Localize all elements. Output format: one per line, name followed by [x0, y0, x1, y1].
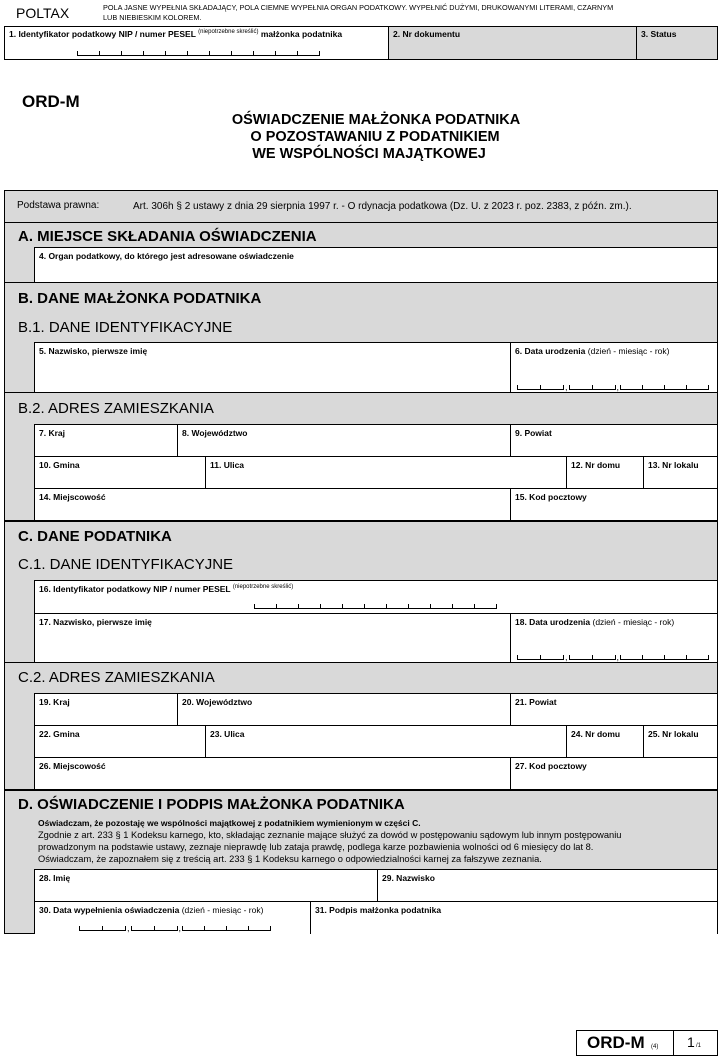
field-16-taxpayer-nip-pesel[interactable] — [34, 580, 717, 613]
field-31-label: 31. Podpis małżonka podatnika — [315, 905, 442, 915]
footer-code: ORD-M — [587, 1033, 645, 1052]
field-23-label: 23. Ulica — [210, 729, 245, 739]
field-26-city[interactable] — [34, 757, 510, 789]
field-8-voivodeship[interactable] — [177, 424, 510, 456]
field-22-label: 22. Gmina — [39, 729, 80, 739]
field-14-label: 14. Miejscowość — [39, 492, 106, 502]
footer-code-box — [577, 1031, 674, 1055]
field-16-label: 16. Identyfikator podatkowy NIP / numer PESEL — [39, 584, 231, 594]
field-2-document-number — [388, 27, 636, 59]
field-1-note: (niepotrzebne skreślić) — [198, 29, 259, 36]
field-16-comb — [254, 604, 497, 609]
form-title-line1: OŚWIADCZENIE MAŁŻONKA PODATNIKA — [231, 112, 521, 128]
field-22-commune[interactable] — [34, 725, 205, 757]
section-c1-title: C.1. DANE IDENTYFIKACYJNE — [18, 556, 234, 573]
legal-basis-text: Art. 306h § 2 ustawy z dnia 29 sierpnia 1997 r. - O rdynacja podatkowa (Dz. U. z 2023 r. poz. 2383, z późn. zm.). — [133, 201, 632, 212]
divider-b2 — [5, 392, 717, 393]
field-6-spouse-birthdate[interactable] — [510, 342, 717, 392]
field-12-label: 12. Nr domu — [571, 460, 621, 470]
form-title-line2: O POZOSTAWANIU Z PODATNIKIEM — [250, 129, 500, 145]
footer-form-id — [576, 1030, 718, 1056]
divider-c — [5, 520, 717, 522]
field-13-apartment-number[interactable] — [643, 456, 717, 488]
field-16-note: (niepotrzebne skreślić) — [232, 584, 294, 591]
field-3-label: 3. Status — [641, 29, 677, 39]
divider-d — [5, 789, 717, 791]
footer-total: /1 — [696, 1043, 702, 1049]
field-10-commune[interactable] — [34, 456, 205, 488]
field-15-postal-code[interactable] — [510, 488, 717, 520]
section-c2-title: C.2. ADRES ZAMIESZKANIA — [18, 669, 215, 686]
field-3-status — [636, 27, 717, 59]
field-1-suffix: małżonka podatnika — [260, 29, 343, 39]
field-30-date-comb: , , — [79, 925, 271, 931]
section-b2-title: B.2. ADRES ZAMIESZKANIA — [18, 400, 214, 417]
field-20-voivodeship[interactable] — [177, 693, 510, 725]
field-2-label: 2. Nr dokumentu — [393, 29, 461, 39]
form-body — [4, 190, 718, 934]
field-13-label: 13. Nr lokalu — [648, 460, 699, 470]
field-29-label: 29. Nazwisko — [382, 873, 435, 883]
form-title — [160, 112, 590, 163]
field-30-fill-date[interactable] — [34, 901, 310, 934]
field-9-county[interactable] — [510, 424, 717, 456]
field-6-label: 6. Data urodzenia — [515, 346, 586, 356]
field-26-label: 26. Miejscowość — [39, 761, 106, 771]
field-7-label: 7. Kraj — [39, 428, 65, 438]
field-25-label: 25. Nr lokalu — [648, 729, 699, 739]
field-6-date-comb: , , — [517, 384, 709, 390]
statement-bold: Oświadczam, że pozostaję we wspólności majątkowej z podatnikiem wymienionym w części C. — [38, 818, 421, 828]
field-24-house-number[interactable] — [566, 725, 643, 757]
field-6-hint: (dzień - miesiąc - rok) — [587, 346, 670, 356]
footer-version: (4) — [651, 1044, 659, 1050]
field-27-label: 27. Kod pocztowy — [515, 761, 587, 771]
section-b1-title: B.1. DANE IDENTYFIKACYJNE — [18, 319, 233, 336]
footer-page: 1 — [687, 1034, 695, 1050]
field-18-label: 18. Data urodzenia — [515, 617, 591, 627]
field-19-country[interactable] — [34, 693, 177, 725]
field-18-date-comb: , , — [517, 654, 709, 660]
field-28-label: 28. Imię — [39, 873, 71, 883]
brand-logo: POLTAX — [16, 5, 70, 21]
field-5-spouse-name[interactable] — [34, 342, 510, 392]
field-28-first-name[interactable] — [34, 869, 377, 901]
statement-line3: Oświadczam, że zapoznałem się z treścią art. 233 § 1 Kodeksu karnego o odpowiedzialności karnej za fałszywe zeznania. — [38, 854, 542, 864]
instructions-line2: LUB NIEBIESKIM KOLOREM. — [103, 13, 202, 22]
field-14-city[interactable] — [34, 488, 510, 520]
divider-c2 — [5, 662, 717, 663]
field-17-label: 17. Nazwisko, pierwsze imię — [39, 617, 152, 627]
header-fields-row — [4, 26, 718, 60]
field-24-label: 24. Nr domu — [571, 729, 621, 739]
field-17-taxpayer-name[interactable] — [34, 613, 510, 662]
field-20-label: 20. Województwo — [182, 697, 253, 707]
field-12-house-number[interactable] — [566, 456, 643, 488]
field-10-label: 10. Gmina — [39, 460, 80, 470]
section-c-title: C. DANE PODATNIKA — [18, 528, 172, 545]
legal-basis-label: Podstawa prawna: — [17, 200, 100, 211]
field-18-hint: (dzień - miesiąc - rok) — [592, 617, 675, 627]
field-9-label: 9. Powiat — [515, 428, 552, 438]
field-31-signature[interactable] — [310, 901, 717, 934]
statement-line1: Zgodnie z art. 233 § 1 Kodeksu karnego, kto, składając zeznanie mające służyć za dowód w postępowaniu sądowym lub innym postępowaniu — [38, 830, 622, 840]
form-title-line3: WE WSPÓLNOŚCI MAJĄTKOWEJ — [252, 146, 486, 162]
field-18-taxpayer-birthdate[interactable] — [510, 613, 717, 662]
field-30-label: 30. Data wypełnienia oświadczenia — [39, 905, 180, 915]
form-code: ORD-M — [22, 92, 80, 111]
field-7-country[interactable] — [34, 424, 177, 456]
legal-basis-row — [5, 191, 717, 223]
section-a-title: A. MIEJSCE SKŁADANIA OŚWIADCZENIA — [18, 228, 317, 245]
section-d-statement — [38, 817, 716, 865]
field-1-nip-pesel-spouse[interactable] — [5, 27, 388, 59]
field-23-street[interactable] — [205, 725, 566, 757]
field-19-label: 19. Kraj — [39, 697, 70, 707]
field-27-postal-code[interactable] — [510, 757, 717, 789]
field-15-label: 15. Kod pocztowy — [515, 492, 587, 502]
instructions-line1: POLA JASNE WYPEŁNIA SKŁADAJĄCY, POLA CIEMNE WYPEŁNIA ORGAN PODATKOWY. WYPEŁNIĆ DUŻYMI, DRUKOWANYMI LITERAMI, CZARNYM — [103, 3, 614, 12]
section-b-title: B. DANE MAŁŻONKA PODATNIKA — [18, 290, 262, 307]
field-11-street[interactable] — [205, 456, 566, 488]
field-4-tax-office[interactable] — [34, 247, 717, 282]
section-d-title: D. OŚWIADCZENIE I PODPIS MAŁŻONKA PODATNIKA — [18, 796, 405, 813]
field-1-comb — [77, 51, 320, 56]
field-29-last-name[interactable] — [377, 869, 717, 901]
statement-line2: prowadzonym na podstawie ustawy, zeznaje nieprawdę lub zataja prawdę, podlega karze pozbawienia wolności od 6 miesięcy do lat 8. — [38, 842, 594, 852]
field-11-label: 11. Ulica — [210, 460, 245, 470]
field-5-label: 5. Nazwisko, pierwsze imię — [39, 346, 148, 356]
field-21-label: 21. Powiat — [515, 697, 557, 707]
field-8-label: 8. Województwo — [182, 428, 248, 438]
field-1-label: 1. Identyfikator podatkowy NIP / numer PESEL — [9, 29, 196, 39]
field-4-label: 4. Organ podatkowy, do którego jest adresowane oświadczenie — [39, 251, 294, 261]
field-30-hint: (dzień - miesiąc - rok) — [181, 905, 264, 915]
divider-b — [5, 282, 717, 283]
field-21-county[interactable] — [510, 693, 717, 725]
field-25-apartment-number[interactable] — [643, 725, 717, 757]
